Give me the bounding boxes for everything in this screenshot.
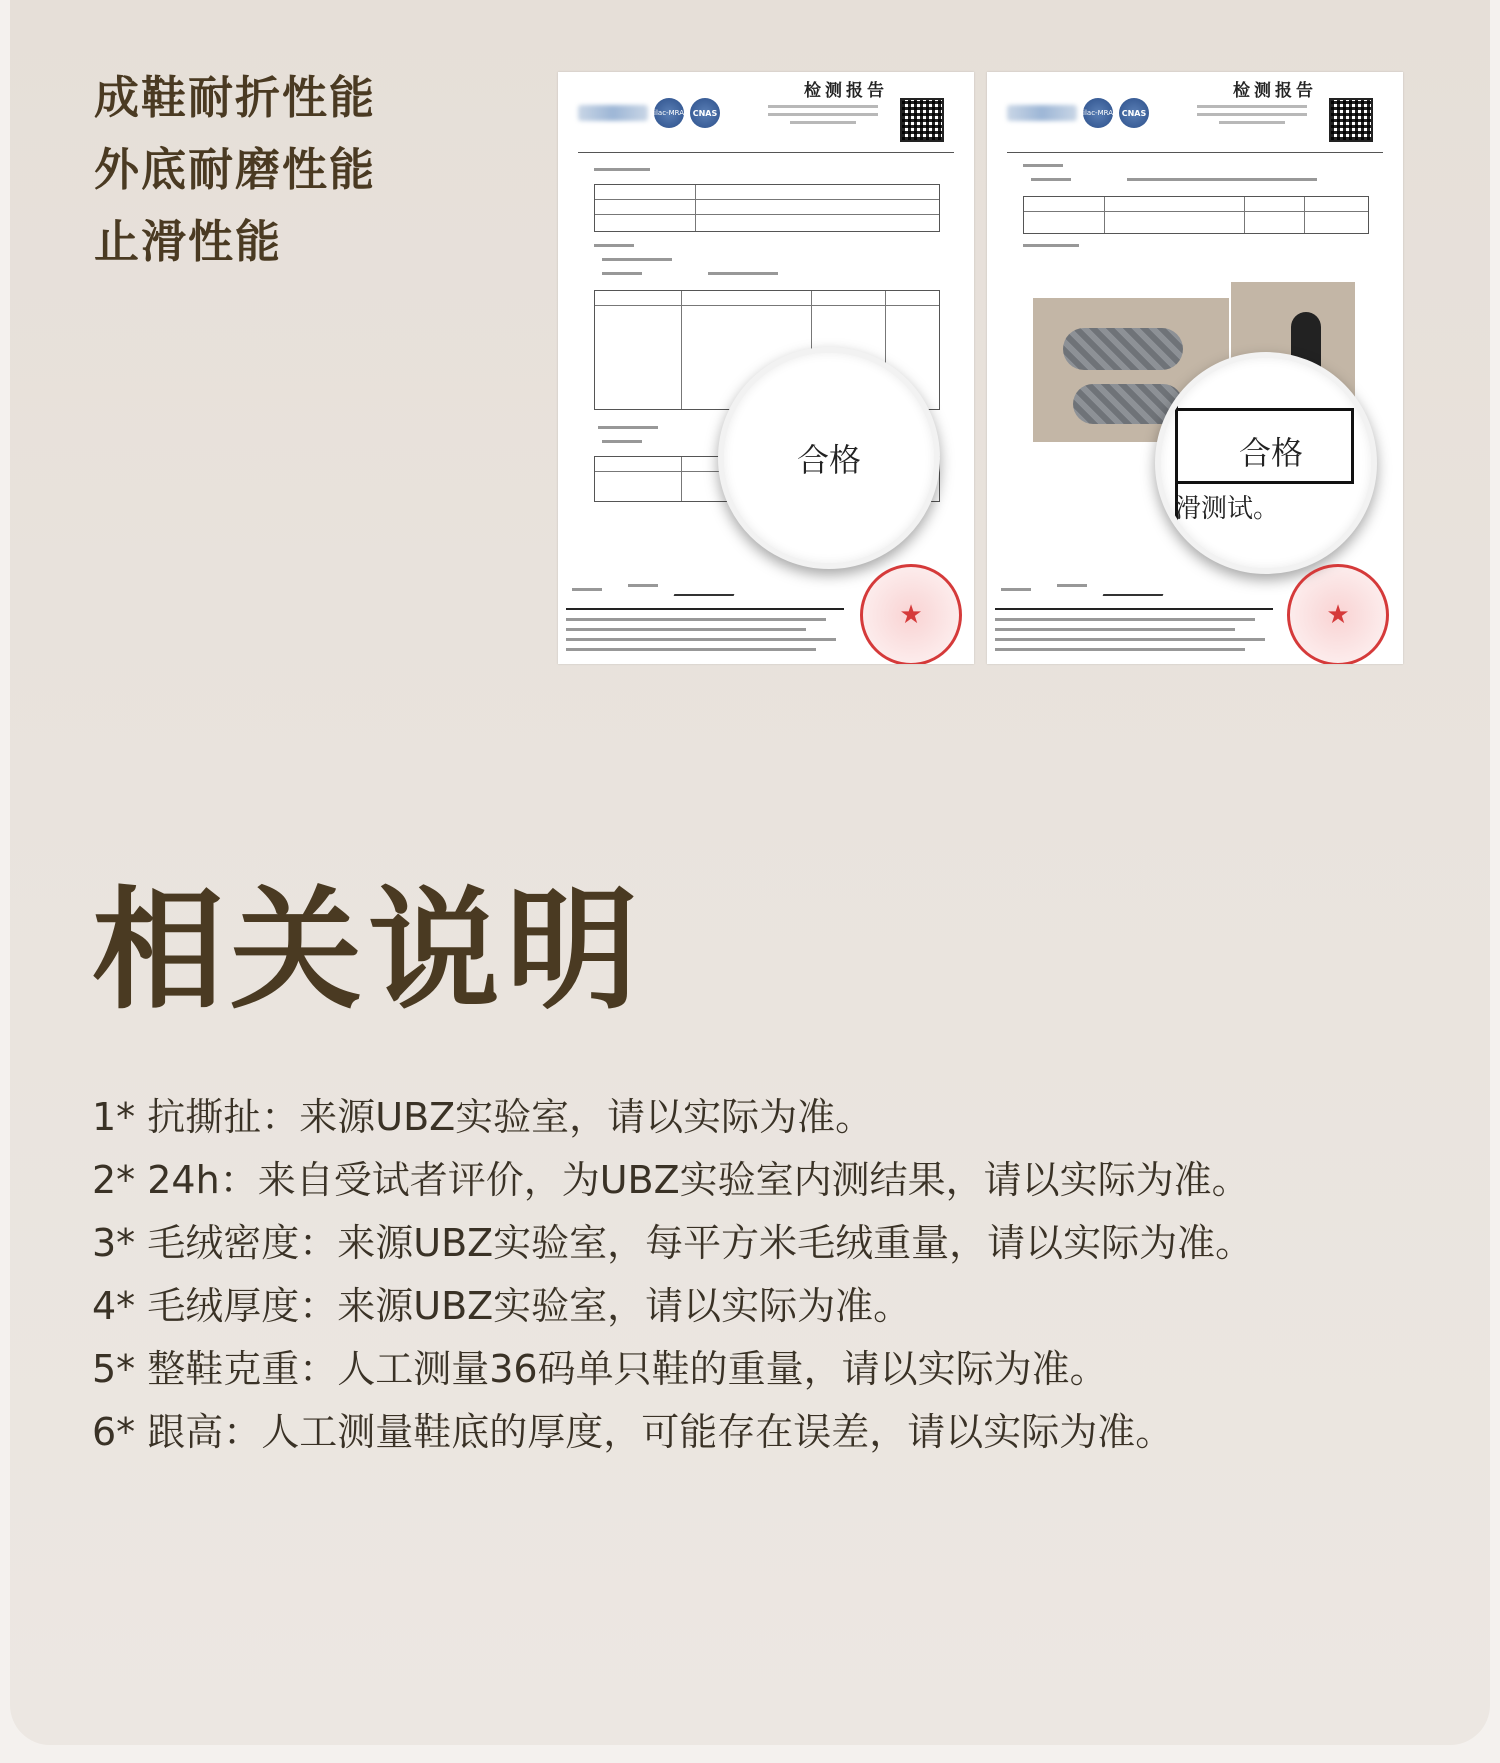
- report-title: 检测报告: [1233, 81, 1317, 101]
- qualified-text: 合格: [796, 441, 861, 479]
- magnifier-qualified: [718, 347, 940, 569]
- qr-code-icon: [1329, 98, 1373, 142]
- note-item: 3* 毛绒密度：来源UBZ实验室，每平方米毛绒重量，请以实际为准。: [92, 1221, 1254, 1265]
- section-title: 相关说明: [92, 874, 644, 1028]
- signature: [1103, 572, 1172, 596]
- ilac-logo-icon: ilac-MRA: [1083, 98, 1113, 128]
- sample-table: [594, 184, 940, 232]
- report-header-info: [1197, 100, 1307, 129]
- note-item: 6* 跟高：人工测量鞋底的厚度，可能存在误差，请以实际为准。: [92, 1410, 1174, 1454]
- feature-folding: 成鞋耐折性能: [94, 71, 377, 124]
- note-item: 4* 毛绒厚度：来源UBZ实验室，请以实际为准。: [92, 1284, 912, 1328]
- test-report-2: [987, 72, 1403, 664]
- lab-logo-icon: [578, 105, 648, 121]
- anti-slip-table: [1023, 196, 1369, 234]
- report-header-info: [768, 100, 878, 129]
- feature-abrasion: 外底耐磨性能: [94, 143, 377, 196]
- note-item: 1* 抗撕扯：来源UBZ实验室，请以实际为准。: [92, 1095, 874, 1139]
- note-item: 5* 整鞋克重：人工测量36码单只鞋的重量，请以实际为准。: [92, 1347, 1108, 1391]
- notes-list: [92, 1086, 1253, 1464]
- qr-code-icon: [900, 98, 944, 142]
- qualified-text: 合格: [1239, 434, 1304, 472]
- red-seal-stamp: ★: [1287, 564, 1389, 664]
- ilac-logo-icon: ilac-MRA: [654, 98, 684, 128]
- signature: [674, 572, 743, 596]
- cnas-logo-icon: CNAS: [690, 98, 720, 128]
- test-report-1: [558, 72, 974, 664]
- certification-logos: [578, 98, 720, 128]
- feature-anti-slip: 止滑性能: [94, 215, 283, 268]
- lab-logo-icon: [1007, 105, 1077, 121]
- magnifier-qualified: [1155, 352, 1377, 574]
- red-seal-stamp: ★: [860, 564, 962, 664]
- test-subtext: 滑测试。: [1175, 494, 1280, 524]
- cnas-logo-icon: CNAS: [1119, 98, 1149, 128]
- feature-list: [94, 62, 376, 278]
- note-item: 2* 24h：来自受试者评价，为UBZ实验室内测结果，请以实际为准。: [92, 1158, 1250, 1202]
- certification-logos: [1007, 98, 1149, 128]
- report-title: 检测报告: [804, 81, 888, 101]
